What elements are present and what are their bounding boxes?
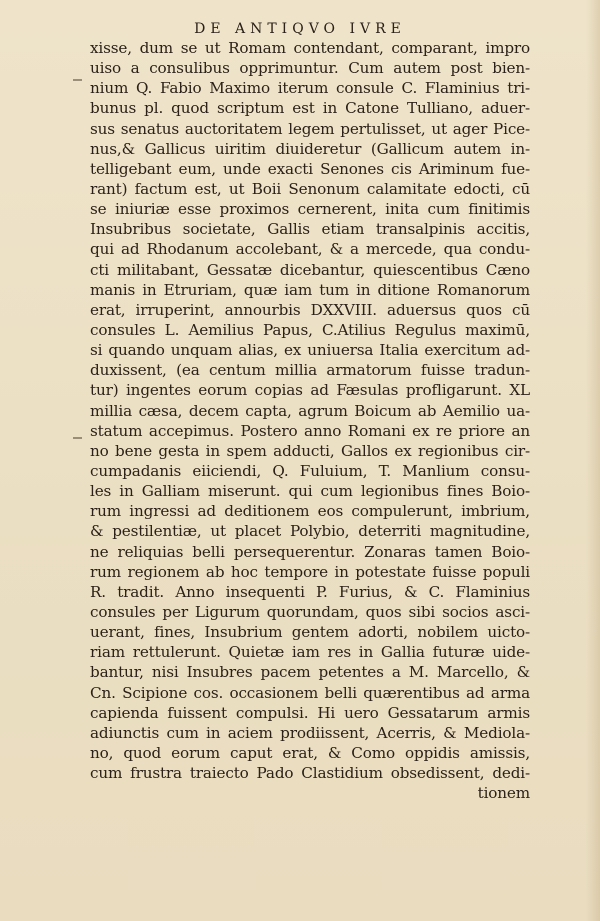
text-line: xisse, dum se ut Romam contendant, comparant, impro xyxy=(90,39,530,57)
text-line: si quando unquam alias, ex uniuersa Italia exercitum ad- xyxy=(90,341,530,360)
running-head: DE ANTIQVO IVRE xyxy=(194,21,406,37)
text-line: uiso a consulibus opprimuntur. Cum autem post bien- xyxy=(90,59,530,78)
text-line: consules per Ligurum quorundam, quos sibi socios asci- xyxy=(90,602,530,621)
margin-mark xyxy=(73,79,82,81)
text-line: & pestilentiæ, ut placet Polybio, deterriti magnitudine, xyxy=(90,522,530,541)
text-line: millia cæsa, decem capta, agrum Boicum ab Aemilio ua- xyxy=(90,401,530,420)
text-line: capienda fuissent compulsi. Hi uero Gessatarum armis xyxy=(90,703,530,722)
text-line: duxissent, (ea centum millia armatorum fuisse tradun- xyxy=(90,361,530,380)
margin-mark xyxy=(73,437,82,439)
text-line: R. tradit. Anno insequenti P. Furius, & C. Flaminius xyxy=(90,582,530,601)
text-line: rum ingressi ad deditionem eos compulerunt, imbrium, xyxy=(90,502,530,521)
text-line: nus,& Gallicus uiritim diuideretur (Gallicum autem in- xyxy=(90,139,530,158)
text-line: se iniuriæ esse proximos cernerent, inita cum finitimis xyxy=(90,200,530,219)
text-line: consules L. Aemilius Papus, C.Atilius Regulus maximū, xyxy=(90,320,530,339)
catchword: tionem xyxy=(477,784,530,803)
text-line: ne reliquias belli persequerentur. Zonaras tamen Boio- xyxy=(90,542,530,561)
text-line: erat, irruperint, annourbis DXXVIII. aduersus quos cū xyxy=(90,300,530,319)
text-line: bantur, nisi Insubres pacem petentes a M. Marcello, & xyxy=(90,663,530,682)
text-line: rum regionem ab hoc tempore in potestate fuisse populi xyxy=(90,562,530,581)
text-line: cti militabant, Gessatæ dicebantur, quiescentibus Cæno xyxy=(90,260,530,279)
text-line: adiunctis cum in aciem prodiissent, Acerris, & Mediola- xyxy=(90,723,530,742)
page-edge-shadow xyxy=(586,0,600,921)
text-line: statum accepimus. Postero anno Romani ex re priore an xyxy=(90,421,530,440)
text-line: tur) ingentes eorum copias ad Fæsulas profligarunt. XL xyxy=(90,381,530,400)
text-line: les in Galliam miserunt. qui cum legionibus fines Boio- xyxy=(90,482,530,501)
text-line: manis in Etruriam, quæ iam tum in ditione Romanorum xyxy=(90,280,530,299)
text-line: riam rettulerunt. Quietæ iam res in Gallia futuræ uide- xyxy=(90,643,530,662)
text-line: bunus pl. quod scriptum est in Catone Tulliano, aduer- xyxy=(90,99,530,118)
text-line: nium Q. Fabio Maximo iterum consule C. Flaminius tri- xyxy=(90,79,530,98)
text-line: cumpadanis eiiciendi, Q. Fuluium, T. Manlium consu- xyxy=(90,461,530,480)
text-line: telligebant eum, unde exacti Senones cis Ariminum fue- xyxy=(90,159,530,178)
body-text xyxy=(90,38,530,803)
text-line: no bene gesta in spem adducti, Gallos ex regionibus cir- xyxy=(90,441,530,460)
text-line: rant) factum est, ut Boii Senonum calamitate edocti, cū xyxy=(90,179,530,198)
text-line: uerant, fines, Insubrium gentem adorti, nobilem uicto- xyxy=(90,623,530,642)
text-line: cum frustra traiecto Pado Clastidium obsedissent, dedi- xyxy=(90,764,530,783)
text-line: qui ad Rhodanum accolebant, & a mercede, qua condu- xyxy=(90,240,530,259)
text-line: Cn. Scipione cos. occasionem belli quærentibus ad arma xyxy=(90,683,530,702)
text-line: no, quod eorum caput erat, & Como oppidis amissis, xyxy=(90,743,530,762)
text-line: Insubribus societate, Gallis etiam transalpinis accitis, xyxy=(90,220,530,239)
text-line: sus senatus auctoritatem legem pertulisset, ut ager Pice- xyxy=(90,119,530,138)
